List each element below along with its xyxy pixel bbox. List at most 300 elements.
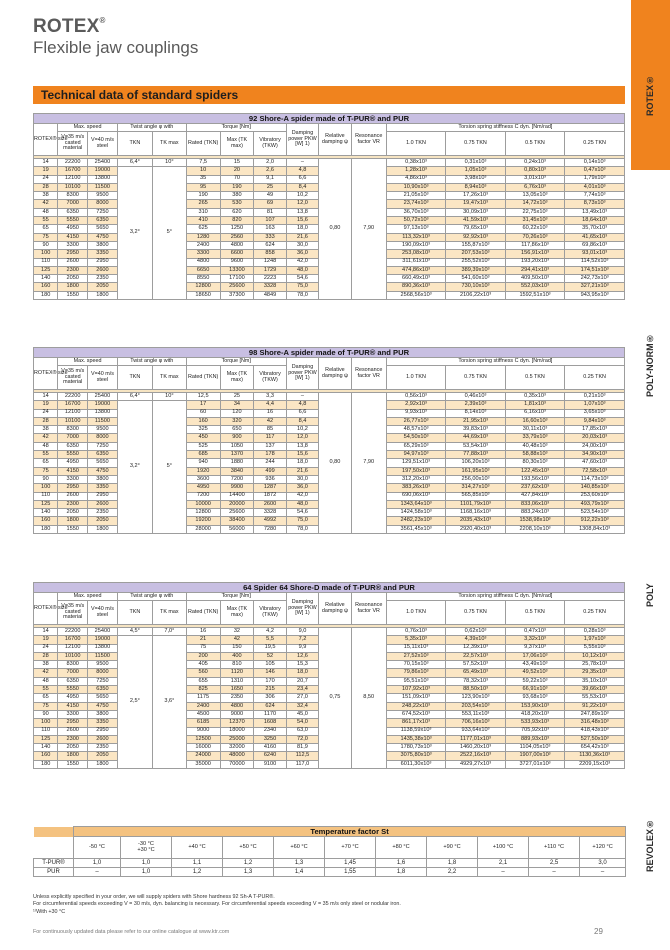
cell: 2600 [88, 500, 118, 508]
cell: 1138,59x10³ [386, 727, 445, 735]
cell: 2400 [186, 241, 220, 249]
cell: 207,53x10³ [446, 250, 505, 258]
cell: 2950 [88, 258, 118, 266]
table-row [34, 628, 625, 636]
temperature-header-cell: +90 °C [427, 837, 478, 859]
cell: 21,05x10³ [386, 192, 445, 200]
cell: 3328 [254, 283, 286, 291]
cell: 28 [34, 417, 58, 425]
cell: 100 [34, 250, 58, 258]
cell: 624 [254, 241, 286, 249]
col-twist: Twist angle φ with [117, 358, 186, 366]
cell: 7250 [88, 677, 118, 685]
cell: 106,20x10³ [446, 459, 505, 467]
cell: 1101,79x10³ [446, 500, 505, 508]
cell: 24 [34, 175, 58, 183]
cell: 5,55x10³ [565, 644, 625, 652]
cell: 17 [186, 401, 220, 409]
cell: 91,22x10³ [565, 702, 625, 710]
col-resonance: Resonance factor VR [351, 124, 386, 156]
cell: 3075,80x10³ [386, 752, 445, 760]
col-tkmax: TK max [152, 366, 186, 390]
table-title: 64 Spider 64 Shore-D made of T-PUR® and PUR [34, 583, 625, 593]
cell: 38 [34, 426, 58, 434]
cell: 69 [254, 200, 286, 208]
cell: 18,0 [286, 459, 318, 467]
cell: 705,92x10³ [505, 727, 564, 735]
cell: 8300 [58, 661, 88, 669]
temperature-cell: 1,0 [121, 859, 172, 868]
twist-tkn: 6,4° [117, 159, 152, 167]
cell: 0,56x10³ [386, 393, 445, 401]
cell: 0,35x10³ [505, 393, 564, 401]
relative-damping: 0,80 [319, 159, 351, 300]
col-s3: 0.5 TKN [505, 132, 564, 156]
cell: 1120 [220, 669, 254, 677]
cell: 18,64x10³ [565, 217, 625, 225]
cell: 110 [34, 727, 58, 735]
cell: 22200 [58, 159, 88, 167]
cell: 409,50x10³ [505, 275, 564, 283]
cell: 10100 [58, 652, 88, 660]
cell: 1050 [220, 442, 254, 450]
cell: 2050 [88, 517, 118, 525]
cell: 0,47x10³ [565, 167, 625, 175]
cell: 1650 [220, 686, 254, 694]
cell: 19,5 [254, 644, 286, 652]
temperature-cell: 1,2 [172, 868, 223, 877]
cell: 265 [186, 200, 220, 208]
cell: 34,90x10³ [565, 451, 625, 459]
col-s3: 0.5 TKN [505, 366, 564, 390]
temperature-cell: – [478, 868, 529, 877]
cell: 936 [254, 475, 286, 483]
cell: 52 [254, 652, 286, 660]
resonance-factor: 8,50 [351, 628, 386, 769]
cell: 1,81x10³ [505, 401, 564, 409]
cell: 820 [220, 217, 254, 225]
cell: 33,79x10³ [505, 434, 564, 442]
cell: 2106,22x10³ [446, 291, 505, 299]
cell: 2482,23x10³ [386, 517, 445, 525]
cell: 6240 [254, 752, 286, 760]
cell: 4950 [58, 225, 88, 233]
cell: 24000 [186, 752, 220, 760]
relative-damping: 0,75 [319, 628, 351, 769]
temperature-factor-table [33, 826, 626, 877]
cell: 1343,64x10³ [386, 500, 445, 508]
temperature-title-row [34, 827, 626, 837]
cell: 499 [254, 467, 286, 475]
cell: 153,90x10³ [505, 702, 564, 710]
twist-tkmax: 10° [152, 159, 186, 167]
temperature-header-cell: +50 °C [223, 837, 274, 859]
cell: 242,73x10³ [565, 275, 625, 283]
cell: 674,52x10³ [386, 710, 445, 718]
twist-tkn: 3,2° [117, 401, 152, 534]
cell: 1729 [254, 266, 286, 274]
cell: 19200 [186, 517, 220, 525]
cell: 912,22x10³ [565, 517, 625, 525]
cell: 247,89x10³ [565, 710, 625, 718]
cell: 2,0 [254, 159, 286, 167]
cell: 155,87x10³ [446, 241, 505, 249]
cell: 7000 [58, 200, 88, 208]
cell: 1,07x10³ [565, 401, 625, 409]
cell: 3328 [254, 509, 286, 517]
cell: 8000 [88, 669, 118, 677]
cell: 1460,20x10³ [446, 744, 505, 752]
cell: 7000 [58, 434, 88, 442]
cell: 16700 [58, 167, 88, 175]
cell: 13800 [88, 644, 118, 652]
cell: 4750 [88, 233, 118, 241]
cell: 1424,58x10³ [386, 509, 445, 517]
cell: 163 [254, 225, 286, 233]
cell: 1800 [58, 752, 88, 760]
cell: 97,13x10³ [386, 225, 445, 233]
cell: 8550 [186, 275, 220, 283]
temperature-cell: 1,8 [427, 859, 478, 868]
cell: 1130,36x10³ [565, 752, 625, 760]
temperature-cell: 1,45 [325, 859, 376, 868]
cell: 943,95x10³ [565, 291, 625, 299]
cell: 9500 [88, 661, 118, 669]
cell: 7250 [88, 442, 118, 450]
col-vib: Vibratory (TKW) [254, 132, 286, 156]
cell: 900 [220, 434, 254, 442]
cell: 1800 [58, 283, 88, 291]
cell: 12,0 [286, 200, 318, 208]
cell: 1287 [254, 484, 286, 492]
cell: 117,86x10³ [505, 241, 564, 249]
cell: 54,6 [286, 509, 318, 517]
cell: 107 [254, 217, 286, 225]
temperature-cell: – [580, 868, 626, 877]
cell: 4929,27x10³ [446, 760, 505, 768]
cell: 160 [34, 283, 58, 291]
cell: 47,60x10³ [565, 459, 625, 467]
cell: 93,01x10³ [565, 250, 625, 258]
cell: 9900 [220, 484, 254, 492]
cell: 12100 [58, 409, 88, 417]
cell: 60 [186, 409, 220, 417]
cell: 2050 [88, 752, 118, 760]
cell: 4,2 [254, 628, 286, 636]
cell: 17100 [220, 275, 254, 283]
cell: 55 [34, 217, 58, 225]
cell: 11500 [88, 652, 118, 660]
cell: 1550 [58, 525, 88, 533]
cell: 8,94x10³ [446, 183, 505, 191]
cell: 54,0 [286, 719, 318, 727]
cell: 2050 [88, 283, 118, 291]
cell: 146 [254, 669, 286, 677]
cell: 4160 [254, 744, 286, 752]
cell: 5650 [88, 694, 118, 702]
cell: 9,37x10³ [505, 644, 564, 652]
cell: 50,72x10³ [386, 217, 445, 225]
cell: 4950 [58, 694, 88, 702]
temperature-cell: 1,2 [223, 859, 274, 868]
col-stiffness: Torsion spring stiffness C dyn. [Nm/rad] [386, 358, 624, 366]
cell: 24,00x10³ [565, 442, 625, 450]
cell: 85 [254, 426, 286, 434]
col-resonance: Resonance factor VR [351, 593, 386, 625]
cell: 427,84x10³ [505, 492, 564, 500]
cell: 15,6 [286, 217, 318, 225]
cell: 6600 [220, 250, 254, 258]
cell: 18650 [186, 291, 220, 299]
cell: 37300 [220, 291, 254, 299]
cell: 525 [186, 442, 220, 450]
temperature-header-cell: +60 °C [274, 837, 325, 859]
cell: 9,0 [286, 628, 318, 636]
cell: 43,49x10³ [505, 661, 564, 669]
col-stiffness: Torsion spring stiffness C dyn. [Nm/rad] [386, 124, 624, 132]
cell: 858 [254, 250, 286, 258]
cell: 18,0 [286, 669, 318, 677]
cell: 3561,45x10³ [386, 525, 445, 533]
cell: 9,9 [286, 644, 318, 652]
footnotes [33, 894, 623, 916]
cell: 1592,51x10³ [505, 291, 564, 299]
cell: 75 [34, 233, 58, 241]
cell: 8,4 [286, 183, 318, 191]
cell: 27,0 [286, 694, 318, 702]
cell: 320 [220, 417, 254, 425]
cell: 565,85x10³ [446, 492, 505, 500]
col-s4: 0.25 TKN [565, 366, 625, 390]
cell: 13300 [220, 266, 254, 274]
col-tkmax: TK max [152, 132, 186, 156]
cell: 75,0 [286, 517, 318, 525]
cell: 620 [220, 208, 254, 216]
cell: 10,2 [286, 192, 318, 200]
cell: 2300 [58, 266, 88, 274]
footer-text: For continuously updated data please refer to our online catalogue at www.ktr.com [33, 929, 230, 935]
cell: 15,6 [286, 451, 318, 459]
cell: 49,52x10³ [505, 669, 564, 677]
cell: 8,14x10³ [446, 409, 505, 417]
side-tab-revolex[interactable]: REVOLEX® [645, 818, 655, 872]
col-tkmax: TK max [152, 601, 186, 625]
cell: 30,11x10³ [505, 426, 564, 434]
cell: 8,4 [286, 417, 318, 425]
cell: 10,90x10³ [386, 183, 445, 191]
cell: 200 [186, 652, 220, 660]
cell: 151,09x10³ [386, 694, 445, 702]
cell: 20,7 [286, 677, 318, 685]
page-number: 29 [594, 927, 603, 936]
cell: 825 [186, 686, 220, 694]
cell: 327,21x10³ [565, 283, 625, 291]
cell: 3,01x10³ [505, 175, 564, 183]
cell: 18000 [220, 727, 254, 735]
cell: 2050 [58, 744, 88, 752]
cell: 2050 [58, 275, 88, 283]
cell: 690,06x10³ [386, 492, 445, 500]
cell: 203,54x10³ [446, 702, 505, 710]
cell: 553,11x10³ [446, 710, 505, 718]
cell: 2035,43x10³ [446, 517, 505, 525]
cell: 1,97x10³ [565, 636, 625, 644]
twist-tkn: 4,5° [117, 628, 152, 636]
cell: 27,52x10³ [386, 652, 445, 660]
cell: 12370 [220, 719, 254, 727]
twist-tkn: 3,2° [117, 167, 152, 300]
brand-title: ROTEX® [33, 16, 106, 37]
cell: 7,2 [286, 636, 318, 644]
cell: 2600 [58, 492, 88, 500]
cell: 3,32x10³ [505, 636, 564, 644]
cell: 810 [220, 661, 254, 669]
cell: 25600 [220, 283, 254, 291]
cell: 10100 [58, 183, 88, 191]
side-tab-rotex[interactable]: ROTEX® [645, 74, 655, 116]
cell: 100 [34, 484, 58, 492]
cell: 294,41x10³ [505, 266, 564, 274]
cell: 0,21x10³ [565, 393, 625, 401]
cell: 48 [34, 208, 58, 216]
cell: 530 [220, 200, 254, 208]
cell: 12800 [186, 509, 220, 517]
cell: 41,65x10³ [565, 233, 625, 241]
temperature-cell: 1,0 [74, 859, 121, 868]
cell: 306 [254, 694, 286, 702]
temperature-cell: 1,0 [121, 868, 172, 877]
cell: 15,11x10³ [386, 644, 445, 652]
temperature-cell: 3,0 [580, 859, 626, 868]
resonance-factor: 7,90 [351, 393, 386, 534]
cell: 6,6 [286, 175, 318, 183]
twist-tkmax: 5° [152, 401, 186, 534]
cell: 883,24x10³ [505, 509, 564, 517]
cell: 2600 [88, 735, 118, 743]
cell: 14400 [220, 492, 254, 500]
side-tab-poly-norm[interactable]: POLY-NORM® [645, 333, 655, 397]
cell: 180 [34, 525, 58, 533]
temperature-header-cell: -50 °C [74, 837, 121, 859]
cell: 34 [220, 401, 254, 409]
cell: 833,06x10³ [505, 500, 564, 508]
col-s3: 0.5 TKN [505, 601, 564, 625]
cell: 79,65x10³ [446, 225, 505, 233]
col-damping: Damping power PKW [W] 1) [286, 593, 318, 625]
cell: 3,65x10³ [565, 409, 625, 417]
cell: 16 [254, 409, 286, 417]
cell: 533,93x10³ [505, 719, 564, 727]
cell: 25600 [220, 509, 254, 517]
cell: 7250 [88, 208, 118, 216]
cell: 1310 [220, 677, 254, 685]
cell: 117,0 [286, 760, 318, 768]
cell: 405 [186, 661, 220, 669]
cell: 8,73x10³ [565, 200, 625, 208]
cell: 21,6 [286, 233, 318, 241]
cell: 410 [186, 217, 220, 225]
cell: 1177,01x10³ [446, 735, 505, 743]
cell: 311,61x10³ [386, 258, 445, 266]
cell: 685 [186, 451, 220, 459]
col-vib: Vibratory (TKW) [254, 366, 286, 390]
side-tab-poly[interactable]: POLY [645, 583, 655, 607]
twist-tkn: 2,5° [117, 636, 152, 769]
cell: 140,85x10³ [565, 484, 625, 492]
cell: 44,69x10³ [446, 434, 505, 442]
cell: 8000 [88, 434, 118, 442]
cell: 2950 [58, 250, 88, 258]
cell: 253,60x10³ [565, 492, 625, 500]
cell: 1,79x10³ [565, 175, 625, 183]
table-title-row [34, 348, 625, 358]
cell: 14,72x10³ [505, 200, 564, 208]
cell: 75,0 [286, 283, 318, 291]
cell: 325 [186, 426, 220, 434]
cell: 69,86x10³ [565, 241, 625, 249]
table-row [34, 159, 625, 167]
cell: 12100 [58, 175, 88, 183]
cell: 114,52x10³ [565, 258, 625, 266]
cell: 660,49x10³ [386, 275, 445, 283]
cell: 1780,73x10³ [386, 744, 445, 752]
cell: 19 [34, 167, 58, 175]
cell: 28000 [186, 525, 220, 533]
cell: 4849 [254, 291, 286, 299]
temperature-cell: 1,55 [325, 868, 376, 877]
cell: 113,32x10³ [386, 233, 445, 241]
cell: 22200 [58, 628, 88, 636]
cell: 32 [220, 628, 254, 636]
cell: 1168,16x10³ [446, 509, 505, 517]
cell: 125 [34, 735, 58, 743]
cell: 3800 [88, 710, 118, 718]
cell: 100 [34, 719, 58, 727]
cell: 9000 [186, 727, 220, 735]
cell: 3300 [186, 250, 220, 258]
cell: 112,5 [286, 752, 318, 760]
cell: 6350 [58, 442, 88, 450]
cell: 6650 [186, 266, 220, 274]
cell: 706,16x10³ [446, 719, 505, 727]
cell: 8300 [58, 192, 88, 200]
cell: 1170 [254, 710, 286, 718]
cell: 2600 [58, 258, 88, 266]
cell: 4,86x10³ [386, 175, 445, 183]
cell: 36,70x10³ [386, 208, 445, 216]
cell: 9100 [254, 760, 286, 768]
cell: 19,47x10³ [446, 200, 505, 208]
col-damping: Damping power PKW [W] 1) [286, 358, 318, 390]
col-relative: Relative damping ψ [319, 124, 351, 156]
resonance-factor: 7,90 [351, 159, 386, 300]
cell: 25000 [220, 735, 254, 743]
cell: 418,43x10³ [565, 727, 625, 735]
cell: 3350 [88, 250, 118, 258]
cell: 2208,10x10³ [505, 525, 564, 533]
cell: 5,5 [254, 636, 286, 644]
col-max-speed: Max. speed [58, 124, 117, 132]
cell: 4,8 [286, 401, 318, 409]
cell: 9,93x10³ [386, 409, 445, 417]
cell: 4,4 [254, 401, 286, 409]
cell: 25 [254, 183, 286, 191]
cell: 0,46x10³ [446, 393, 505, 401]
cell: 1800 [88, 525, 118, 533]
twist-tkmax: 3,6° [152, 636, 186, 769]
cell: 53,54x10³ [446, 442, 505, 450]
cell: 125 [34, 266, 58, 274]
